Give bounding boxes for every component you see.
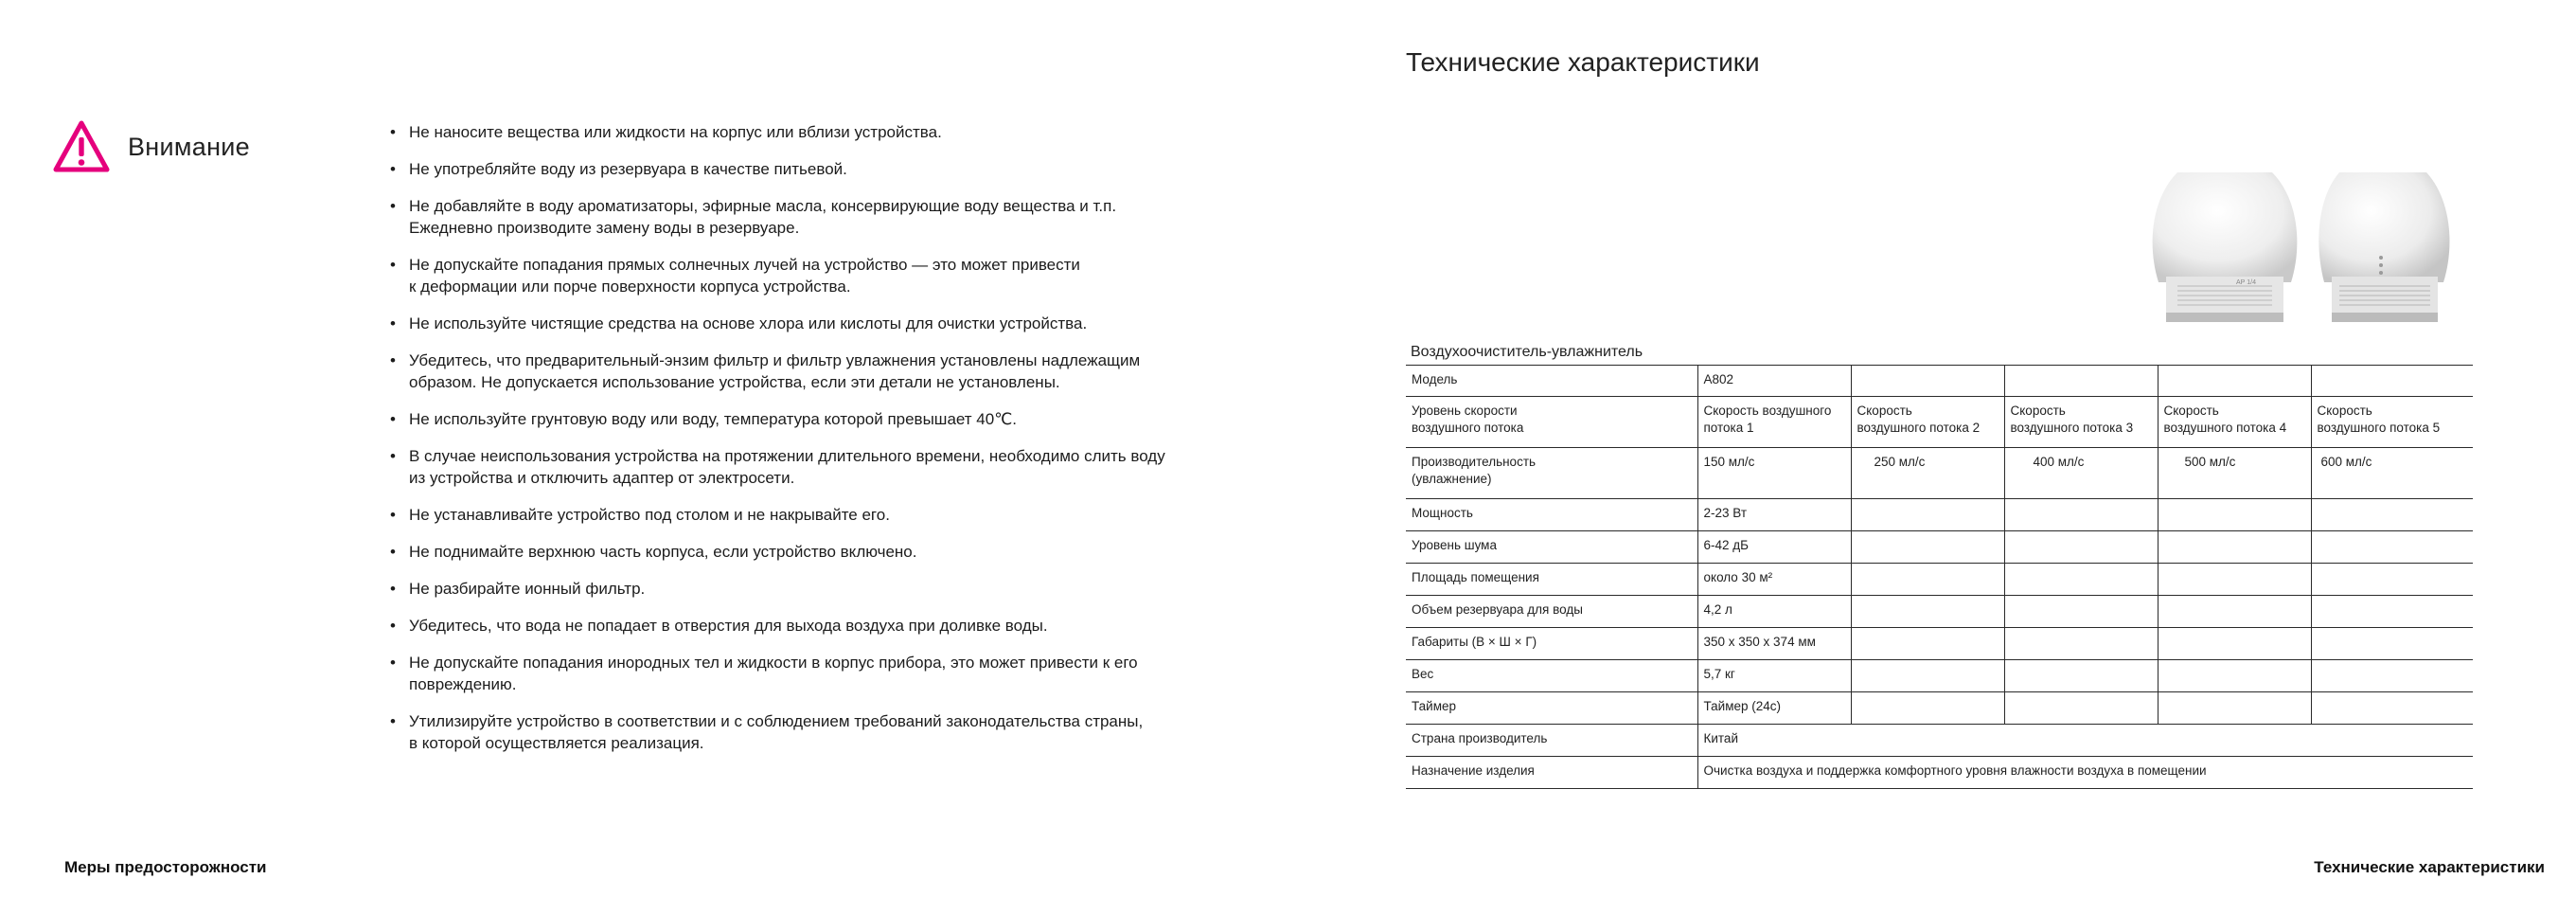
- table-row: [1406, 692, 2473, 725]
- row-label: Уровень шума: [1406, 531, 1697, 564]
- specifications-table: [1406, 365, 2473, 789]
- list-item: • В случае неиспользования устройства на протяжении длительного времени, необходимо слить воду из устройства и отключить адаптер от электросети.: [390, 445, 1223, 489]
- cell-value: Скорость воздушного потока 5: [2311, 397, 2473, 448]
- list-item: • Утилизируйте устройство в соответствии и с соблюдением требований законодательства страны, в которой осуществляется реализация.: [390, 710, 1223, 754]
- cell-value: A802: [1697, 366, 1851, 397]
- cell-value: 6-42 дБ: [1697, 531, 1851, 564]
- cell-value: 600 мл/с: [2311, 448, 2473, 499]
- row-label: Производительность (увлажнение): [1406, 448, 1697, 499]
- cell-value: Скорость воздушного потока 3: [2004, 397, 2158, 448]
- cell-value: Очистка воздуха и поддержка комфортного уровня влажности воздуха в помещении: [1697, 757, 2473, 789]
- cell-value: Скорость воздушного потока 2: [1851, 397, 2004, 448]
- cell-value: Скорость воздушного потока 4: [2158, 397, 2311, 448]
- page-title: Технические характеристики: [1406, 47, 1760, 77]
- row-label: Уровень скорости воздушного потока: [1406, 397, 1697, 448]
- cell-value: 400 мл/с: [2004, 448, 2158, 499]
- list-item: • Не разбирайте ионный фильтр.: [390, 578, 1223, 600]
- footer-section-title: Меры предосторожности: [64, 858, 267, 876]
- table-title: Воздухоочиститель-увлажнитель: [1411, 344, 1643, 360]
- list-item: • Не добавляйте в воду ароматизаторы, эфирные масла, консервирующие воду вещества и т.п. Ежедневно производите замену воды в резервуаре.: [390, 195, 1223, 239]
- list-item: • Не допускайте попадания инородных тел и жидкости в корпус прибора, это может привести к его повреждению.: [390, 652, 1223, 695]
- row-label: Назначение изделия: [1406, 757, 1697, 789]
- row-label: Мощность: [1406, 499, 1697, 531]
- table-row: [1406, 531, 2473, 564]
- cell-value: Китай: [1697, 725, 2473, 757]
- table-row: [1406, 448, 2473, 499]
- row-label: Площадь помещения: [1406, 564, 1697, 596]
- warning-title: Внимание: [128, 132, 250, 161]
- cell-value: 4,2 л: [1697, 596, 1851, 628]
- footer-section-title: Технические характеристики: [2314, 858, 2545, 876]
- table-row: [1406, 596, 2473, 628]
- row-label: Объем резервуара для воды: [1406, 596, 1697, 628]
- warning-triangle-icon: [52, 119, 111, 174]
- list-item: • Не употребляйте воду из резервуара в качестве питьевой.: [390, 158, 1223, 180]
- cell-value: Таймер (24с): [1697, 692, 1851, 725]
- table-row: [1406, 366, 2473, 397]
- list-item: • Не поднимайте верхнюю часть корпуса, если устройство включено.: [390, 541, 1223, 563]
- table-row: [1406, 397, 2473, 448]
- row-label: Модель: [1406, 366, 1697, 397]
- cell-value: 500 мл/с: [2158, 448, 2311, 499]
- cell-value: 2-23 Вт: [1697, 499, 1851, 531]
- table-row: [1406, 725, 2473, 757]
- table-row: [1406, 628, 2473, 660]
- product-image-front: [2149, 170, 2301, 332]
- list-item: • Не устанавливайте устройство под столом и не накрывайте его.: [390, 504, 1223, 526]
- list-item: • Не допускайте попадания прямых солнечных лучей на устройство — это может привести к деформации или порче поверхности корпуса устройства.: [390, 254, 1223, 297]
- table-row: [1406, 499, 2473, 531]
- product-label: АР 1/4: [2236, 279, 2257, 286]
- list-item: • Не используйте чистящие средства на основе хлора или кислоты для очистки устройства.: [390, 313, 1223, 334]
- warning-header: [52, 119, 250, 174]
- list-item: • Не используйте грунтовую воду или воду, температура которой превышает 40℃.: [390, 408, 1223, 430]
- row-label: Страна производитель: [1406, 725, 1697, 757]
- precautions-list: [390, 121, 1223, 769]
- product-image-side: [2313, 170, 2464, 332]
- table-row: [1406, 564, 2473, 596]
- row-label: Таймер: [1406, 692, 1697, 725]
- list-item: • Не наносите вещества или жидкости на корпус или вблизи устройства.: [390, 121, 1223, 143]
- cell-value: 250 мл/с: [1851, 448, 2004, 499]
- list-item: • Убедитесь, что предварительный-энзим фильтр и фильтр увлажнения установлены надлежащим образом. Не допускается использование устройства, если эти детали не установлены.: [390, 350, 1223, 393]
- cell-value: Скорость воздушного потока 1: [1697, 397, 1851, 448]
- row-label: Вес: [1406, 660, 1697, 692]
- row-label: Габариты (В × Ш × Г): [1406, 628, 1697, 660]
- list-item: • Убедитесь, что вода не попадает в отверстия для выхода воздуха при доливке воды.: [390, 615, 1223, 637]
- table-row: [1406, 757, 2473, 789]
- cell-value: 150 мл/с: [1697, 448, 1851, 499]
- cell-value: около 30 м²: [1697, 564, 1851, 596]
- cell-value: 350 x 350 x 374 мм: [1697, 628, 1851, 660]
- cell-value: 5,7 кг: [1697, 660, 1851, 692]
- table-row: [1406, 660, 2473, 692]
